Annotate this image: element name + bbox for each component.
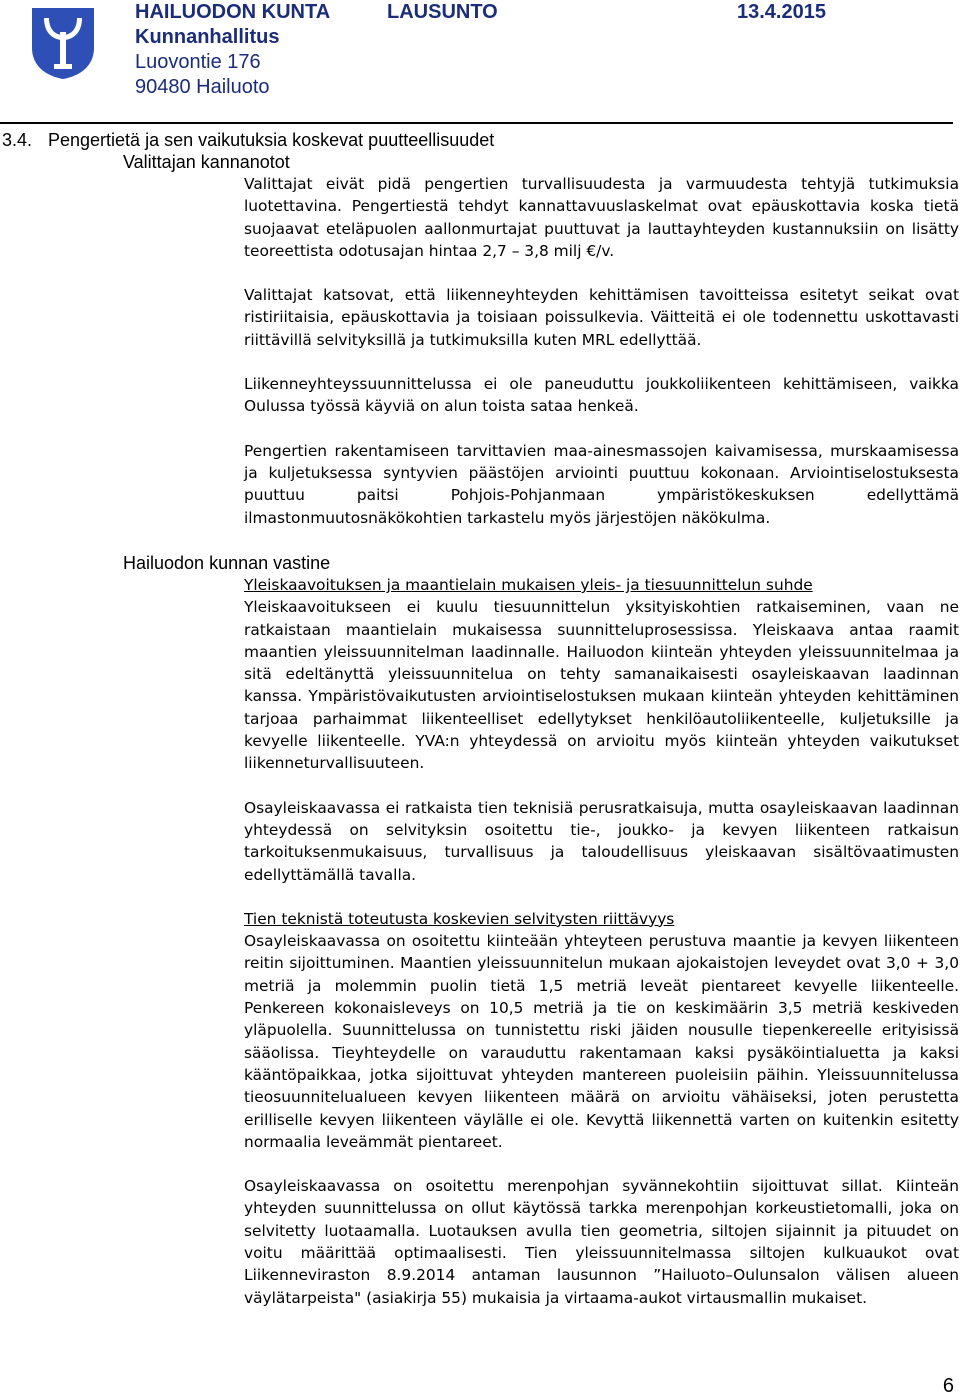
opinion-paragraph: Valittajat eivät pidä pengertien turvallisuudesta ja varmuudesta tehtyjä tutkimuksia luotettavina. Pengertiestä tehdyt kannattavuuslaskelmat ovat epäuskottavia koska tietä suojaavat eteläpuolen aallonmurtajat puuttuvat ja lauttayhteyden kustannuksiin on lisätty teoreettista odotusajan hintaa 2,7 – 3,8 milj €/v. <box>244 175 959 260</box>
response-paragraph: Yleiskaavoitukseen ei kuulu tiesuunnittelun yksityiskohtien ratkaiseminen, vaan ne ratkaistaan maantielain mukaisessa suunnitteluprosessissa. Yleiskaava antaa raamit maantien yleissuunnitelman laadinnalle. Hailuodon kiinteän yhteyden yleissuunnitelmaa ja sitä edeltänyttä yleissuunnitelua on tehty samanaikaisesti osayleiskaavan laadinnan kanssa. Ympäristövaikutusten arviointiselostuksen mukaan kiinteän yhteyden kehittäminen tarjoaa parhaimmat liikenteelliset edellytykset henkilöautoliikenteelle, kuljetuksille ja kevyelle liikenteelle. YVA:n yhteydessä on arvioitu myös kiinteän yhteyden vaikutukset liikenneturvallisuuteen. <box>244 598 959 773</box>
opinion-paragraph: Pengertien rakentamiseen tarvittavien maa-ainesmassojen kaivamisessa, murskaamisessa ja kuljetuksessa syntyvien päästöjen arviointi puuttuu kokonaan. Arviointiselostuksesta puuttuu paitsi Pohjois-Pohjanmaan ympäristökeskuksen edellyttämä ilmastonmuutosnäkökohtien tarkastelu myös järjestöjen näkökulma. <box>244 441 959 527</box>
municipality-crest-logo <box>30 6 96 80</box>
opinion-paragraph: Liikenneyhteyssuunnittelussa ei ole paneuduttu joukkoliikenteen kehittämiseen, vaikka Oulussa työssä käyviä on alun toista sataa henkeä. <box>244 375 959 416</box>
street-address: Luovontie 176 <box>135 51 261 73</box>
response-paragraph: Osayleiskaavassa on osoitettu kiinteään yhteyteen perustuva maantie ja kevyen liikenteen reitin sijoittuminen. Maantien yleissuunnitelun mukaan ajokaistojen leveydet ovat 3,0 + 3,0 metriä ja molemmin puolin tietä 1,5 metriä leveät pientareet kevyelle liikenteelle. Penkereen kokonaisleveys on 10,5 metriä ja tie on keskimäärin 3,5 metriä keskiveden yläpuolella. Suunnittelussa on tunnistettu riski jäiden nousulle tiepenkereelle erityisissä sääolissa. Tieyhteydelle on varauduttu rakentamaan kaksi pysäköintialuetta ja kaksi kääntöpaikkaa, jotka sijoittuvat yhteyden mantereen puoleisiin päihin. Yleissuunnitelussa tieosuunnitelualueen kevyen liikenteen määrä on arvioitu vähäiseksi, joten perustetta erilliselle kevyen liikenteen väylälle ei ole. Kevyttä liikennettä varten on kuitenkin esitetty normaalia leveämmät pientareet. <box>244 932 959 1151</box>
postal-address: 90480 Hailuoto <box>135 76 270 98</box>
opinions-heading: Valittajan kannanotot <box>123 152 290 172</box>
document-type: LAUSUNTO <box>387 1 498 23</box>
opinion-paragraph: Valittajat katsovat, että liikenneyhteyden kehittämisen tavoitteissa esitetyt seikat ovat ristiriitaisia, epäuskottavia ja toisiaan poissulkevia. Väitteitä ei ole todennettu uskottavasti riittävillä selvityksillä ja tutkimuksilla kuten MRL edellyttää. <box>244 286 959 349</box>
response-subheading: Tien teknistä toteutusta koskevien selvitysten riittävyys <box>244 909 675 928</box>
section-title: Pengertietä ja sen vaikutuksia koskevat puutteellisuudet <box>48 130 495 150</box>
section-number: 3.4. <box>2 130 33 150</box>
response-heading: Hailuodon kunnan vastine <box>123 553 331 573</box>
header-divider <box>0 122 953 124</box>
org-name: HAILUODON KUNTA <box>135 1 331 23</box>
document-date: 13.4.2015 <box>737 1 826 23</box>
issuing-body: Kunnanhallitus <box>135 26 280 48</box>
response-block <box>244 574 959 1309</box>
response-paragraph: Osayleiskaavassa ei ratkaista tien teknisiä perusratkaisuja, mutta osayleiskaavan laadinnan yhteydessä on selvityksin osoitettu tie-, joukko- ja kevyen liikenteen ratkaisun tarkoituksenmukaisuus, turvallisuus ja taloudellisuus yleiskaavan sisältövaatimusten edellyttämällä tavalla. <box>244 798 959 884</box>
page-number: 6 <box>942 1375 954 1397</box>
opinions-block <box>244 173 959 529</box>
response-subheading: Yleiskaavoituksen ja maantielain mukaisen yleis- ja tiesuunnittelun suhde <box>244 576 813 594</box>
response-paragraph: Osayleiskaavassa on osoitettu merenpohjan syvännekohtiin sijoittuvat sillat. Kiinteän yhteyden suunnittelussa on ollut käytössä tarkka merenpohjan korkeustietomalli, joka on selvitetty luotaamalla. Luotauksen avulla tien geometria, siltojen sijainnit ja pituudet on voitu määrittää optimaalisesti. Tien yleissuunnitelmassa siltojen kulkuaukot ovat Liikenneviraston 8.9.2014 antaman lausunnon ”Hailuoto–Oulunsalon välisen alueen väylätarpeista" (asiakirja 55) mukaisia ja virtaama-aukot virtausmallin mukaiset. <box>244 1177 959 1307</box>
